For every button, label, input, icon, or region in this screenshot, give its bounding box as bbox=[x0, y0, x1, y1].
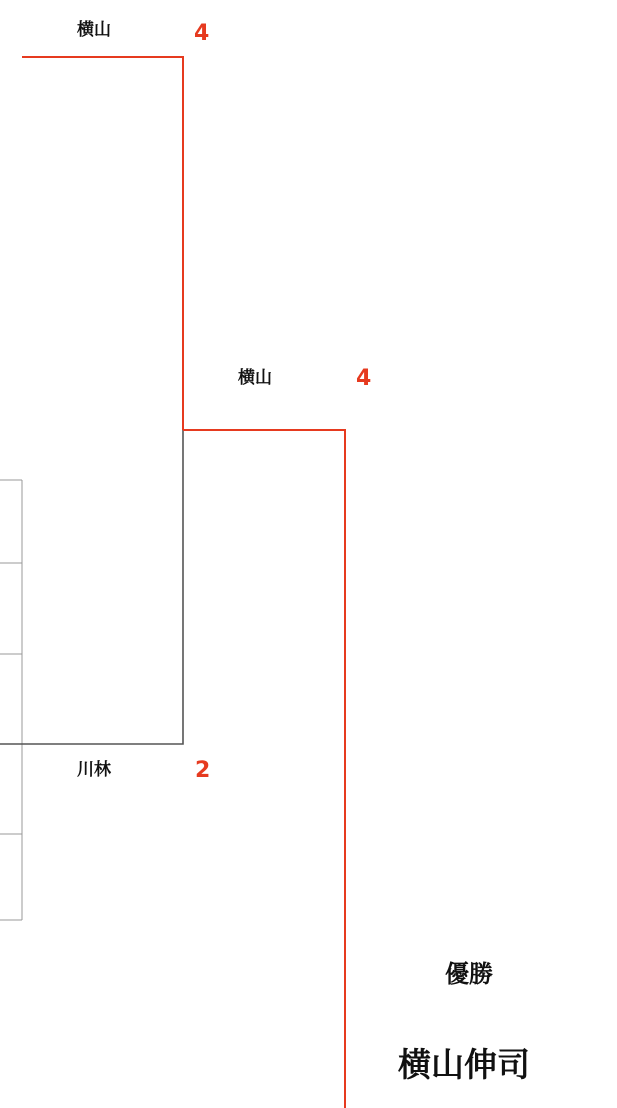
semifinal-winner-score: 4 bbox=[356, 366, 372, 391]
semifinal-winner-name: 横山 bbox=[238, 368, 272, 388]
semifinal-loser-score: 2 bbox=[195, 758, 211, 783]
winner-path-top bbox=[22, 57, 183, 430]
champion-label: 優勝 bbox=[445, 960, 493, 988]
player-box-grid bbox=[0, 480, 22, 920]
top-match-winner-score: 4 bbox=[194, 21, 210, 46]
champion-name: 横山伸司 bbox=[398, 1045, 530, 1084]
top-match-winner-name: 横山 bbox=[77, 20, 111, 40]
semifinal-loser-name: 川林 bbox=[77, 760, 111, 780]
loser-path bbox=[0, 430, 183, 744]
